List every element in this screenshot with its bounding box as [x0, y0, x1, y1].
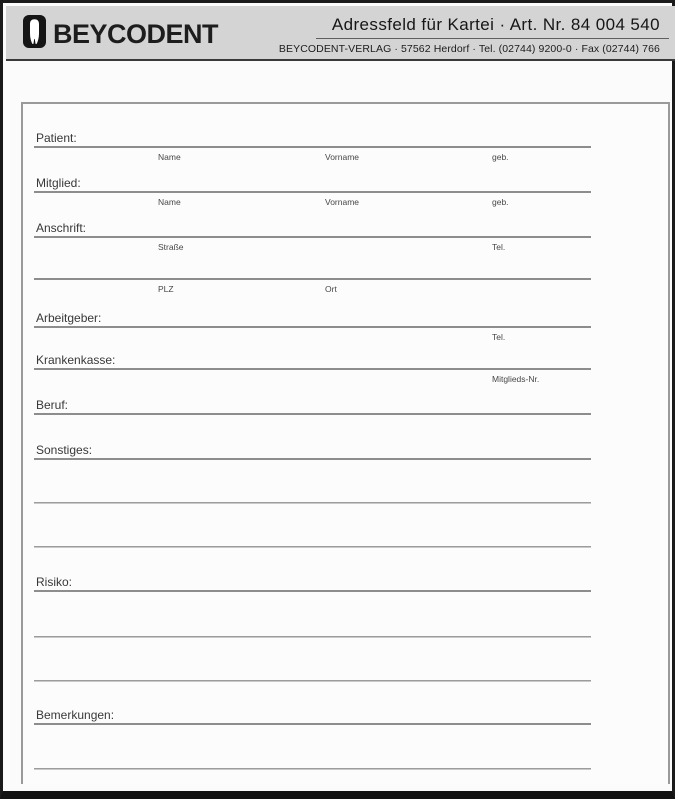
- brand-name: BEYCODENT: [53, 19, 219, 49]
- document-title: Adressfeld für Kartei · Art. Nr. 84 004 540: [331, 15, 660, 34]
- ruled-line-bemerkungen: [34, 723, 591, 725]
- ruled-line-anschrift: [34, 236, 591, 238]
- ruled-line-patient: [34, 146, 591, 148]
- publisher-info: BEYCODENT-VERLAG · 57562 Herdorf · Tel. (02744) 9200-0 · Fax (02744) 766: [278, 43, 660, 55]
- ruled-line-blank: [34, 502, 591, 503]
- ruled-line-blank: [34, 636, 591, 637]
- title-divider: [316, 38, 669, 39]
- field-label-krankenkasse: Krankenkasse:: [36, 353, 116, 367]
- sublabel-tel: Tel.: [492, 242, 506, 252]
- sublabel-geb: geb.: [492, 197, 509, 207]
- field-label-sonstiges: Sonstiges:: [36, 443, 93, 457]
- field-label-mitglied: Mitglied:: [36, 176, 81, 190]
- sublabel-name: Name: [158, 197, 181, 207]
- sublabel-plz: PLZ: [158, 284, 174, 294]
- sublabel-tel: Tel.: [492, 332, 506, 342]
- field-label-patient: Patient:: [36, 131, 77, 145]
- sublabel-vorname: Vorname: [325, 152, 360, 162]
- sublabel-name: Name: [158, 152, 181, 162]
- sublabel-geb: geb.: [492, 152, 509, 162]
- field-label-anschrift: Anschrift:: [36, 221, 87, 235]
- sublabel-strasse: Straße: [158, 242, 184, 252]
- tooth-logo-icon: [23, 15, 46, 48]
- ruled-line-sonstiges: [34, 458, 591, 460]
- sublabel-mitglieds-nr: Mitglieds-Nr.: [492, 374, 540, 384]
- ruled-line-plz-ort: [34, 278, 591, 280]
- ruled-line-risiko: [34, 590, 591, 592]
- field-label-beruf: Beruf:: [36, 398, 69, 412]
- ruled-line-mitglied: [34, 191, 591, 193]
- ruled-line-blank: [34, 768, 591, 769]
- ruled-line-blank: [34, 680, 591, 681]
- ruled-line-blank: [34, 546, 591, 547]
- ruled-line-krankenkasse: [34, 368, 591, 370]
- ruled-line-arbeitgeber: [34, 326, 591, 328]
- sublabel-ort: Ort: [325, 284, 337, 294]
- sublabel-vorname: Vorname: [325, 197, 360, 207]
- field-label-arbeitgeber: Arbeitgeber:: [36, 311, 102, 325]
- field-label-risiko: Risiko:: [36, 575, 73, 589]
- field-label-bemerkungen: Bemerkungen:: [36, 708, 115, 722]
- ruled-line-beruf: [34, 413, 591, 415]
